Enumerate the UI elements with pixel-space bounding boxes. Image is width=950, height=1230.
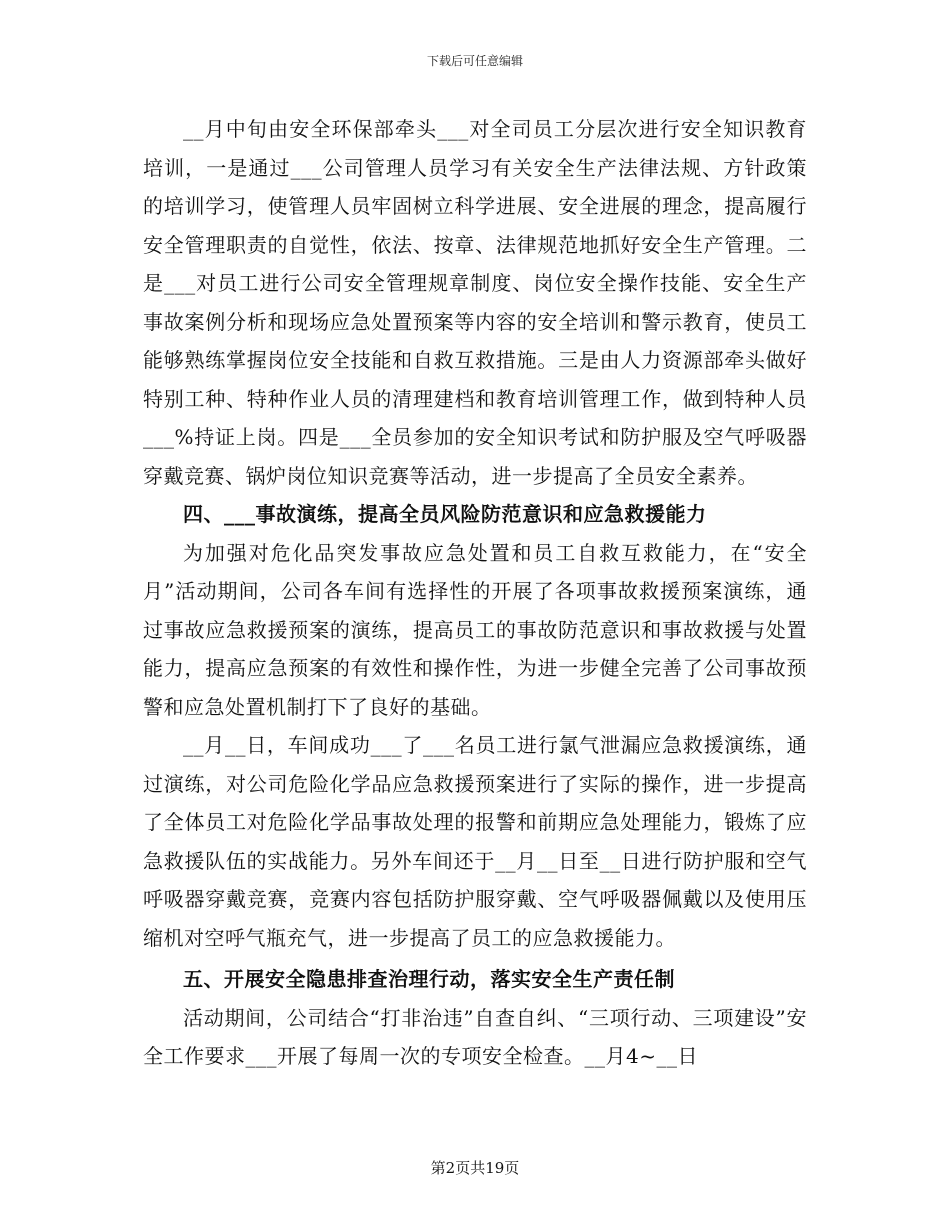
- paragraph-inspection: 活动期间，公司结合“打非治违”自查自纠、“三项行动、三项建设”安全工作要求___开展了每周一次的专项安全检查。__月4~__日: [143, 1005, 807, 1068]
- section-heading-4: 四、___事故演练，提高全员风险防范意识和应急救援能力: [183, 502, 707, 526]
- page-header: 下载后可任意编辑: [426, 54, 523, 68]
- paragraph-drill-intro: 为加强对危化品突发事故应急处置和员工自救互救能力，在“安全月”活动期间，公司各车间有选择性的开展了各项事故救援预案演练，通过事故应急救援预案的演练，提高员工的事故防范意识和事故救援与处置能力，提高应急预案的有效性和操作性，为进一步健全完善了公司事故预警和应急处置机制打下了良好的基础。: [143, 540, 807, 719]
- document-body: [143, 110, 807, 1076]
- paragraph-chlorine-drill: __月__日，车间成功___了___名员工进行氯气泄漏应急救援演练，通过演练，对公司危险化学品应急救援预案进行了实际的操作，进一步提高了全体员工对危险化学品事故处理的报警和前期应急处理能力，锻炼了应急救援队伍的实战能力。另外车间还于__月__日至__日进行防护服和空气呼吸器穿戴竞赛，竞赛内容包括防护服穿戴、空气呼吸器佩戴以及使用压缩机对空呼气瓶充气，进一步提高了员工的应急救援能力。: [143, 733, 807, 950]
- paragraph-training: __月中旬由安全环保部牵头___对全司员工分层次进行安全知识教育培训，一是通过___公司管理人员学习有关安全生产法律法规、方针政策的培训学习，使管理人员牢固树立科学进展、安全进展的理念，提高履行安全管理职责的自觉性，依法、按章、法律规范地抓好安全生产管理。二是___对员工进行公司安全管理规章制度、岗位安全操作技能、安全生产事故案例分析和现场应急处置预案等内容的安全培训和警示教育，使员工能够熟练掌握岗位安全技能和自救互救措施。三是由人力资源部牵头做好特别工种、特种作业人员的清理建档和教育培训管理工作，做到特种人员___%持证上岗。四是___全员参加的安全知识考试和防护服及空气呼吸器穿戴竞赛、锅炉岗位知识竞赛等活动，进一步提高了全员安全素养。: [143, 117, 807, 488]
- page-footer: 第2页共19页: [430, 1159, 520, 1177]
- section-heading-5: 五、开展安全隐患排查治理行动，落实安全生产责任制: [183, 967, 675, 991]
